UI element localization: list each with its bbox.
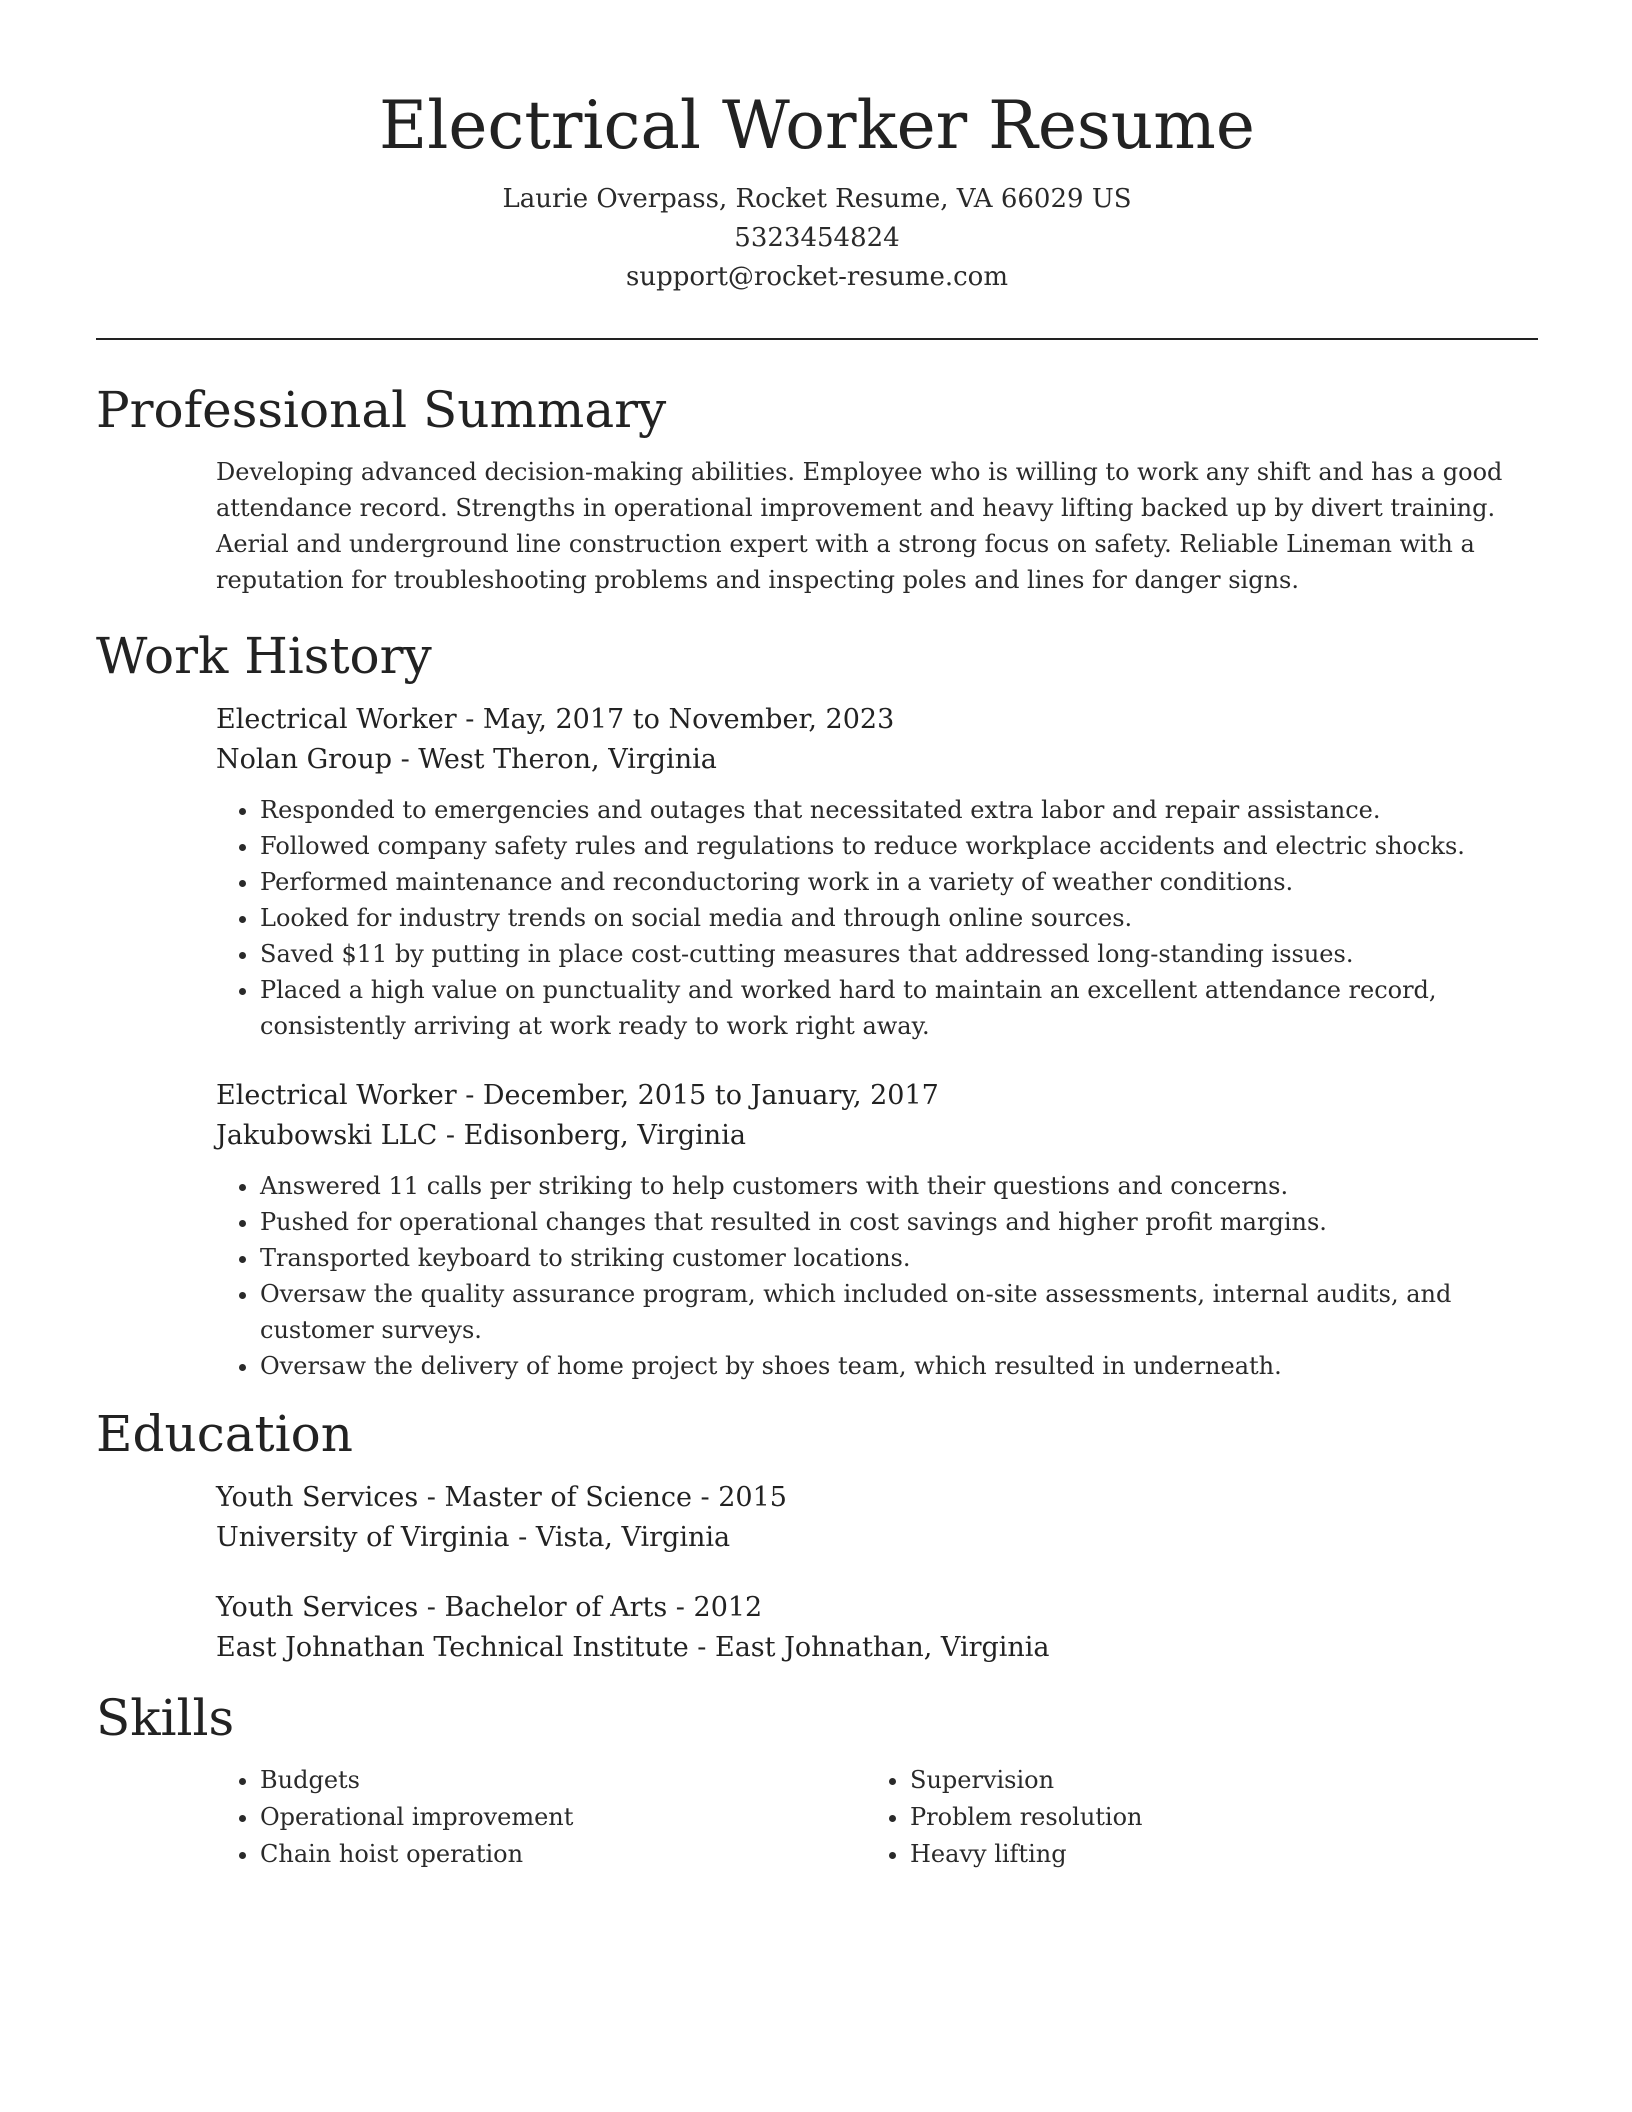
job-title-line: Electrical Worker - May, 2017 to November, 2023 <box>216 704 895 735</box>
skill-item: • Chain hoist operation <box>260 1836 866 1873</box>
skills-grid <box>216 1762 1538 1873</box>
job-bullet: • Followed company safety rules and regulations to reduce workplace accidents and electric shocks. <box>260 828 1538 864</box>
education-school: East Johnathan Technical Institute <box>216 1632 689 1663</box>
education-degree-line: Youth Services - Bachelor of Arts - 2012 <box>216 1592 763 1623</box>
job-bullet: • Performed maintenance and reconductoring work in a variety of weather conditions. <box>260 864 1538 900</box>
job-bullet: • Oversaw the delivery of home project by shoes team, which resulted in underneath. <box>260 1348 1538 1384</box>
resume-title: Electrical Worker Resume <box>379 87 1255 164</box>
resume-page <box>96 0 1538 1873</box>
education-field: Youth Services <box>216 1592 419 1623</box>
skills-list <box>216 1762 866 1873</box>
job-company-line: Jakubowski LLC - Edisonberg, Virginia <box>216 1120 746 1151</box>
job-company-line: Nolan Group - West Theron, Virginia <box>216 744 717 775</box>
skill-item: • Heavy lifting <box>910 1836 1516 1873</box>
job-bullet: • Responded to emergencies and outages that necessitated extra labor and repair assistance. <box>260 792 1538 828</box>
education-entry <box>216 1478 1538 1558</box>
education-location: Vista, Virginia <box>535 1522 731 1553</box>
job-entry <box>216 700 1538 1044</box>
contact-phone: 5323454824 <box>734 223 900 253</box>
skill-item: • Problem resolution <box>910 1799 1516 1836</box>
job-bullet: • Oversaw the quality assurance program, which included on-site assessments, internal audits, and customer surveys. <box>260 1276 1538 1348</box>
job-location: West Theron, Virginia <box>418 744 717 775</box>
job-dates: May, 2017 to November, 2023 <box>482 704 895 735</box>
education-section <box>96 1404 1538 1668</box>
contact-address: Laurie Overpass, Rocket Resume, VA 66029 US <box>502 184 1132 214</box>
skill-item: • Operational improvement <box>260 1799 866 1836</box>
job-bullet-list <box>216 792 1538 1044</box>
job-bullet: • Answered 11 calls per striking to help customers with their questions and concerns. <box>260 1168 1538 1204</box>
job-title-line: Electrical Worker - December, 2015 to January, 2017 <box>216 1080 939 1111</box>
skills-column-right <box>866 1762 1516 1873</box>
job-company: Jakubowski LLC <box>216 1120 438 1151</box>
contact-info <box>96 180 1538 297</box>
work-history-section <box>96 626 1538 1384</box>
header-divider <box>96 338 1538 340</box>
education-degree: Master of Science <box>444 1482 692 1513</box>
job-bullet: • Saved $11 by putting in place cost-cutting measures that addressed long-standing issues. <box>260 936 1538 972</box>
summary-body <box>216 454 1538 598</box>
skill-item: • Budgets <box>260 1762 866 1799</box>
skills-list <box>866 1762 1516 1873</box>
education-location: East Johnathan, Virginia <box>714 1632 1050 1663</box>
work-history-heading: Work History <box>96 627 432 685</box>
job-bullet: • Looked for industry trends on social media and through online sources. <box>260 900 1538 936</box>
education-year: 2015 <box>718 1482 787 1513</box>
contact-email: support@rocket-resume.com <box>625 262 1008 292</box>
job-title: Electrical Worker <box>216 704 457 735</box>
education-heading: Education <box>96 1405 353 1463</box>
education-school-line: University of Virginia - Vista, Virginia <box>216 1522 731 1553</box>
skills-section <box>96 1688 1538 1873</box>
job-dates: December, 2015 to January, 2017 <box>482 1080 939 1111</box>
summary-section <box>96 380 1538 598</box>
job-bullet-list <box>216 1168 1538 1384</box>
summary-text: Developing advanced decision-making abilities. Employee who is willing to work any shift and has a good attendance record. Strengths in operational improvement and heavy lifting backed up by divert training. Aerial and underground line construction expert with a strong focus on safety. Reliable Lineman with a reputation for troubleshooting problems and inspecting poles and lines for danger signs. <box>216 458 1503 594</box>
job-bullet: • Transported keyboard to striking customer locations. <box>260 1240 1538 1276</box>
skills-heading: Skills <box>96 1689 235 1747</box>
job-bullet: • Pushed for operational changes that resulted in cost savings and higher profit margins. <box>260 1204 1538 1240</box>
job-company: Nolan Group <box>216 744 392 775</box>
education-school: University of Virginia <box>216 1522 510 1553</box>
resume-header <box>96 0 1538 297</box>
education-degree-line: Youth Services - Master of Science - 2015 <box>216 1482 787 1513</box>
education-field: Youth Services <box>216 1482 419 1513</box>
education-entry <box>216 1588 1538 1668</box>
job-title: Electrical Worker <box>216 1080 457 1111</box>
job-bullet: • Placed a high value on punctuality and worked hard to maintain an excellent attendance record, consistently arriving at work ready to work right away. <box>260 972 1538 1044</box>
education-degree: Bachelor of Arts <box>444 1592 668 1623</box>
job-location: Edisonberg, Virginia <box>463 1120 746 1151</box>
summary-heading: Professional Summary <box>96 381 667 439</box>
skills-column-left <box>216 1762 866 1873</box>
skill-item: • Supervision <box>910 1762 1516 1799</box>
job-entry <box>216 1076 1538 1384</box>
education-school-line: East Johnathan Technical Institute - East Johnathan, Virginia <box>216 1632 1050 1663</box>
education-year: 2012 <box>693 1592 763 1623</box>
